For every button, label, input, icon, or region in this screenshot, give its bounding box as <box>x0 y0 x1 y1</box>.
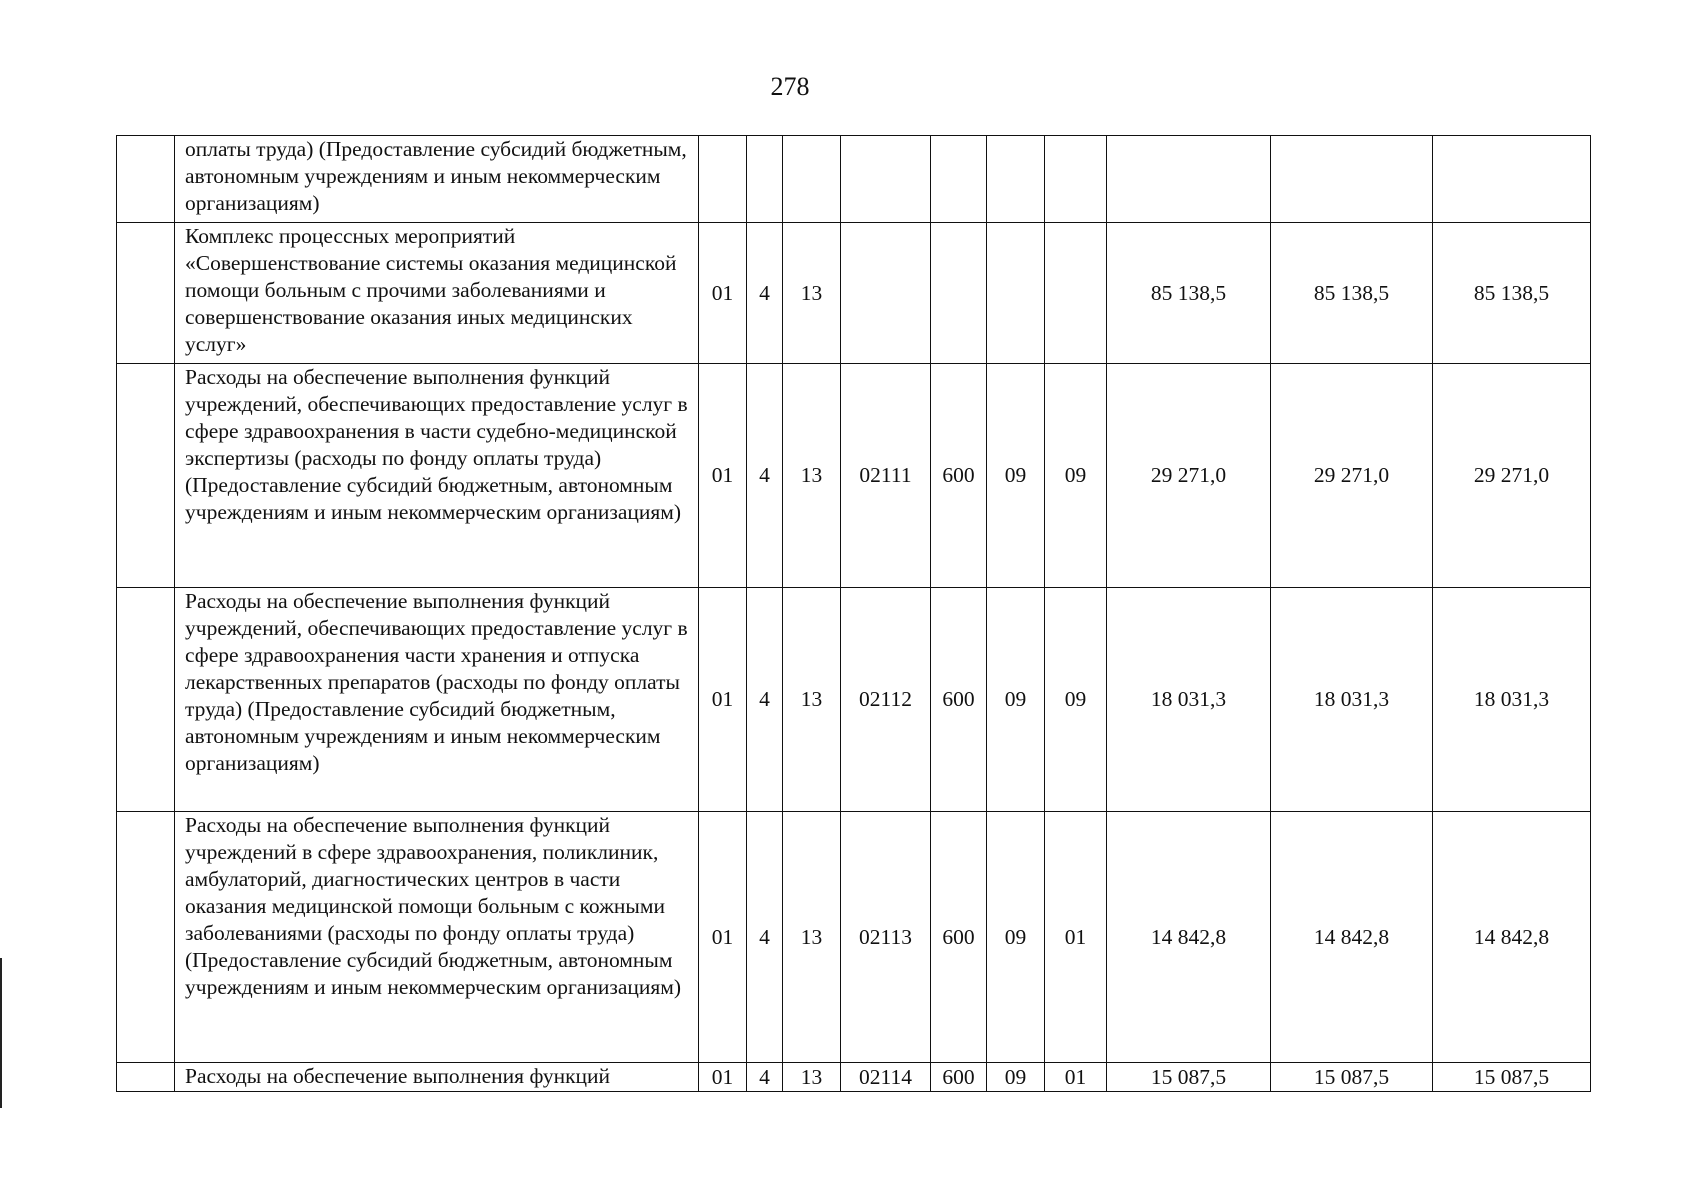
code-cell-4 <box>841 136 931 223</box>
code-cell-4 <box>841 223 931 364</box>
code-cell-3: 13 <box>783 1063 841 1092</box>
code-cell-5 <box>931 223 987 364</box>
code-cell-3: 13 <box>783 223 841 364</box>
code-cell-7: 09 <box>1045 588 1107 812</box>
row-number-cell <box>117 588 175 812</box>
page-number: 278 <box>770 72 810 101</box>
code-cell-6 <box>987 223 1045 364</box>
table-row <box>117 223 1591 364</box>
amount-cell-1 <box>1107 136 1271 223</box>
description-cell: Комплекс процессных мероприятий «Совершенствование системы оказания медицинской помощи больным с прочими заболеваниями и совершенствование оказания иных медицинских услуг» <box>175 223 699 364</box>
code-cell-4: 02113 <box>841 812 931 1063</box>
code-cell-4: 02114 <box>841 1063 931 1092</box>
code-cell-5: 600 <box>931 1063 987 1092</box>
code-cell-3: 13 <box>783 364 841 588</box>
amount-cell-3: 15 087,5 <box>1433 1063 1591 1092</box>
code-cell-3: 13 <box>783 588 841 812</box>
amount-cell-1: 14 842,8 <box>1107 812 1271 1063</box>
table-row <box>117 588 1591 812</box>
description-cell: оплаты труда) (Предоставление субсидий бюджетным, автономным учреждениям и иным некоммерческим организациям) <box>175 136 699 223</box>
code-cell-5: 600 <box>931 364 987 588</box>
code-cell-7: 01 <box>1045 1063 1107 1092</box>
code-cell-5: 600 <box>931 812 987 1063</box>
description-cell: Расходы на обеспечение выполнения функций учреждений в сфере здравоохранения, поликлиник, амбулаторий, диагностических центров в части оказания медицинской помощи больным с кожными заболеваниями (расходы по фонду оплаты труда) (Предоставление субсидий бюджетным, автономным учреждениям и иным некоммерческим организациям) <box>175 812 699 1063</box>
description-cell: Расходы на обеспечение выполнения функций <box>175 1063 699 1092</box>
code-cell-4: 02111 <box>841 364 931 588</box>
description-cell: Расходы на обеспечение выполнения функций учреждений, обеспечивающих предоставление услуг в сфере здравоохранения в части судебно-медицинской экспертизы (расходы по фонду оплаты труда) (Предоставление субсидий бюджетным, автономным учреждениям и иным некоммерческим организациям) <box>175 364 699 588</box>
code-cell-7: 01 <box>1045 812 1107 1063</box>
code-cell-2: 4 <box>747 1063 783 1092</box>
amount-cell-1: 29 271,0 <box>1107 364 1271 588</box>
code-cell-6: 09 <box>987 1063 1045 1092</box>
amount-cell-2: 14 842,8 <box>1271 812 1433 1063</box>
amount-cell-2: 85 138,5 <box>1271 223 1433 364</box>
code-cell-5 <box>931 136 987 223</box>
budget-table <box>116 135 1591 1092</box>
description-cell: Расходы на обеспечение выполнения функций учреждений, обеспечивающих предоставление услуг в сфере здравоохранения части хранения и отпуска лекарственных препаратов (расходы по фонду оплаты труда) (Предоставление субсидий бюджетным, автономным учреждениям и иным некоммерческим организациям) <box>175 588 699 812</box>
code-cell-2: 4 <box>747 588 783 812</box>
page-edge-line <box>0 958 2 1108</box>
amount-cell-2: 18 031,3 <box>1271 588 1433 812</box>
row-number-cell <box>117 136 175 223</box>
code-cell-6: 09 <box>987 364 1045 588</box>
table-row <box>117 1063 1591 1092</box>
code-cell-2: 4 <box>747 364 783 588</box>
code-cell-1: 01 <box>699 588 747 812</box>
code-cell-6 <box>987 136 1045 223</box>
code-cell-1: 01 <box>699 364 747 588</box>
amount-cell-2 <box>1271 136 1433 223</box>
code-cell-7: 09 <box>1045 364 1107 588</box>
code-cell-1 <box>699 136 747 223</box>
amount-cell-1: 15 087,5 <box>1107 1063 1271 1092</box>
code-cell-1: 01 <box>699 1063 747 1092</box>
row-number-cell <box>117 1063 175 1092</box>
code-cell-3 <box>783 136 841 223</box>
amount-cell-3: 18 031,3 <box>1433 588 1591 812</box>
amount-cell-2: 29 271,0 <box>1271 364 1433 588</box>
table-row <box>117 364 1591 588</box>
table-row <box>117 136 1591 223</box>
code-cell-6: 09 <box>987 588 1045 812</box>
amount-cell-1: 18 031,3 <box>1107 588 1271 812</box>
amount-cell-1: 85 138,5 <box>1107 223 1271 364</box>
table-row <box>117 812 1591 1063</box>
code-cell-1: 01 <box>699 223 747 364</box>
amount-cell-2: 15 087,5 <box>1271 1063 1433 1092</box>
row-number-cell <box>117 223 175 364</box>
amount-cell-3: 29 271,0 <box>1433 364 1591 588</box>
amount-cell-3 <box>1433 136 1591 223</box>
code-cell-2: 4 <box>747 812 783 1063</box>
code-cell-2 <box>747 136 783 223</box>
code-cell-7 <box>1045 136 1107 223</box>
row-number-cell <box>117 364 175 588</box>
amount-cell-3: 85 138,5 <box>1433 223 1591 364</box>
code-cell-3: 13 <box>783 812 841 1063</box>
code-cell-4: 02112 <box>841 588 931 812</box>
code-cell-6: 09 <box>987 812 1045 1063</box>
code-cell-5: 600 <box>931 588 987 812</box>
row-number-cell <box>117 812 175 1063</box>
amount-cell-3: 14 842,8 <box>1433 812 1591 1063</box>
code-cell-7 <box>1045 223 1107 364</box>
code-cell-2: 4 <box>747 223 783 364</box>
code-cell-1: 01 <box>699 812 747 1063</box>
